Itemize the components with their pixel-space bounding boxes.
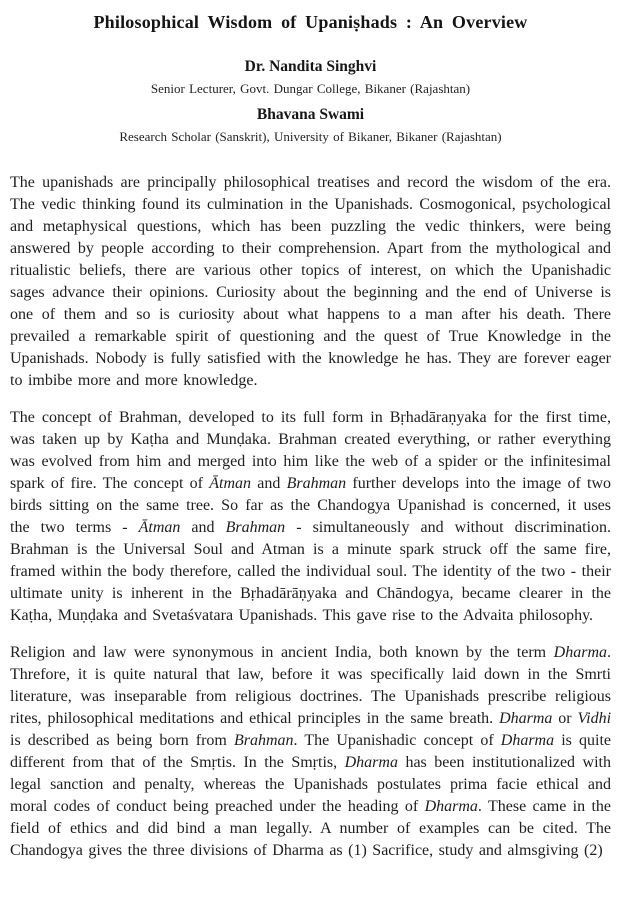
italic-term: Brahman: [286, 475, 347, 492]
italic-term: Ātman: [138, 519, 181, 536]
text-run: Religion and law were synonymous in ancient India, both known by the term: [10, 644, 554, 661]
italic-term: Vidhi: [577, 710, 612, 727]
italic-term: Brahman: [233, 732, 294, 749]
author-1-affiliation: Senior Lecturer, Govt. Dungar College, Bikaner (Rajashtan): [150, 81, 471, 96]
body-paragraph: [10, 642, 611, 862]
text-run: . The Upanishadic concept of: [293, 732, 501, 749]
text-run: and: [251, 475, 287, 492]
body-paragraph: [10, 407, 611, 627]
italic-term: Brahman: [225, 519, 286, 536]
italic-term: Dharma: [344, 754, 398, 771]
body-paragraph: [10, 172, 611, 392]
italic-term: Dharma: [424, 798, 478, 815]
italic-term: Ātman: [209, 475, 252, 492]
article-body: [10, 172, 611, 862]
text-run: The upanishads are principally philosophical treatises and record the wisdom of the era. The vedic thinking found its culmination in the Upanishads. Cosmogonical, psychological and metaphysical questions, which has been puzzling the vedic thinkers, were being answered by people according to their comprehension. Apart from the mythological and ritualistic beliefs, there are various other topics of interest, on which the Upanishadic sages advance their opinions. Curiosity about the beginning and the end of Universe is one of them and so is curiosity about what happens to a man after his death. There prevailed a remarkable spirit of questioning and the quest of True Knowledge in the Upanishads. Nobody is fully satisfied with the knowledge he has. They are forever eager to imbibe more and more knowledge.: [10, 174, 611, 389]
italic-term: Dharma: [500, 732, 555, 749]
authors-block: [10, 58, 611, 145]
text-run: has been institutionalized with legal sanction and penalty, whereas the Upanishads postulates prima facie ethical and moral codes of conduct being preached under the heading of: [10, 754, 611, 815]
text-run: and: [180, 519, 226, 536]
page-title: Philosophical Wisdom of Upaniṣhads : An Overview: [93, 12, 528, 32]
author-2-affiliation: Research Scholar (Sanskrit), University of Bikaner, Bikaner (Rajashtan): [119, 129, 502, 144]
author-1-name: Dr. Nandita Singhvi: [244, 58, 377, 75]
italic-term: Dharma: [499, 710, 553, 727]
author-2-name: Bhavana Swami: [256, 106, 365, 123]
italic-term: Dharma: [553, 644, 607, 661]
text-run: . These came in the field of ethics and did bind a man legally. A number of examples can be cited. The Chandogya gives the three divisions of Dharma as (1) Sacrifice, study and almsgiving (2): [10, 798, 611, 859]
text-run: is described as being born from: [10, 732, 234, 749]
text-run: - simultaneously and without discrimination. Brahman is the Universal Soul and Atman is a minute spark struck off the same fire, framed within the body therefore, called the individual soul. The identity of the two - their ultimate unity is inherent in the Bṛhadārāṇyaka and Chāndogya, became clearer in the Kaṭha, Muṇḍaka and Svetaśvatara Upanishads. This gave rise to the Advaita philosophy.: [10, 519, 612, 624]
text-run: is quite different from that of the Smṛtis. In the Smṛtis,: [10, 732, 612, 771]
text-run: further develops into the image of two birds sitting on the same tree. So far as the Chandogya Upanishad is concerned, it uses the two terms -: [10, 475, 612, 536]
text-run: . Threfore, it is quite natural that law, before it was specifically laid down in the Smrti literature, was inseparable from religious doctrines. The Upanishads prescribe religious rites, philosophical meditations and ethical principles in the same breath.: [10, 644, 611, 727]
text-run: or: [552, 710, 578, 727]
text-run: The concept of Brahman, developed to its full form in Bṛhadāraṇyaka for the first time, was taken up by Kaṭha and Munḍaka. Brahman created everything, or rather everything was evolved from him and merged into him like the web of a spider or the infinitesimal spark of fire. The concept of: [10, 409, 611, 492]
